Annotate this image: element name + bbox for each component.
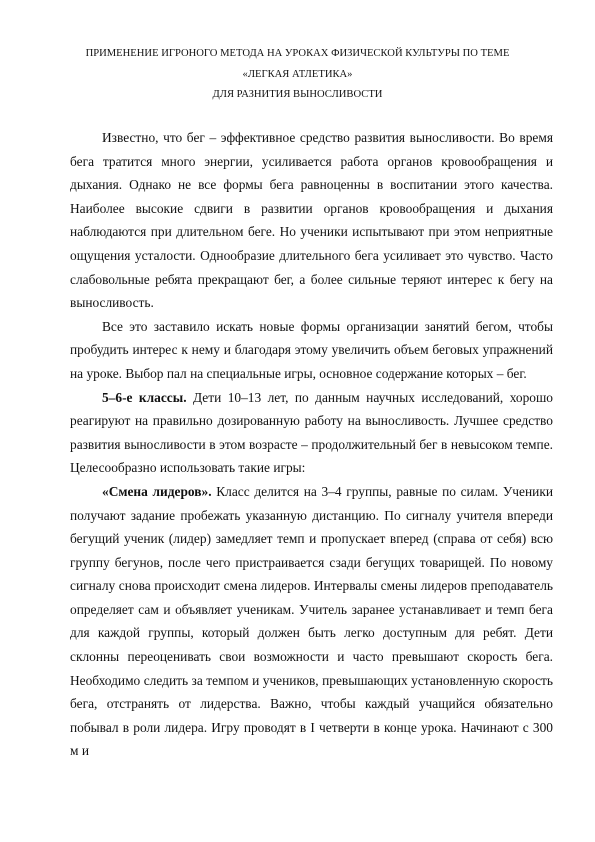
document-title [40, 44, 555, 106]
paragraph-3 [70, 386, 553, 480]
paragraph-4 [70, 480, 553, 763]
title-line-1: ПРИМЕНЕНИЕ ИГРОНОГО МЕТОДА НА УРОКАХ ФИЗИЧЕСКОЙ КУЛЬТУРЫ ПО ТЕМЕ [85, 48, 510, 59]
title-line-2: «ЛЕГКАЯ АТЛЕТИКА» [242, 68, 353, 80]
paragraph-4-text: Класс делится на 3–4 группы, равные по силам. Ученики получают задание пробежать указанную дистанцию. По сигналу учителя впереди бегущий ученик (лидер) замедляет темп и пропускает вперед (справа от себя) всю группу бегунов, после чего пристраивается сзади бегущих товарищей. По новому сигналу снова происходит смена лидеров. Интервалы смены лидеров преподаватель определяет сам и объявляет ученикам. Учитель заранее устанавливает и темп бега для каждой группы, который должен быть легко доступным для ребят. Дети склонны переоценивать свои возможности и часто превышают скорость бега. Необходимо следить за темпом и учеников, превышающих установленную скорость бега, отстранять от лидерства. Важно, чтобы каждый учащийся обязательно побывал в роли лидера. Игру проводят в I четверти в конце урока. Начинают с 300 м и [70, 483, 553, 759]
title-line-3: ДЛЯ РАЗНИТИЯ ВЫНОСЛИВОСТИ [212, 89, 383, 100]
paragraph-3-heading: 5–6-е классы. [102, 389, 187, 405]
paragraph-1: Известно, что бег – эффективное средство развития выносливости. Во время бега тратится много энергии, усиливается работа органов кровообращения и дыхания. Однако не все формы бега равноценны в воспитании этого качества. Наиболее высокие сдвиги в развитии органов кровообращения и дыхания наблюдаются при длительном беге. Но ученики испытывают при этом неприятные ощущения усталости. Однообразие длительного бега усиливает это чувство. Часто слабовольные ребята прекращают бег, а более сильные теряют интерес к бегу на выносливость. [70, 130, 553, 311]
paragraph-3-text: Дети 10–13 лет, по данным научных исследований, хорошо реагируют на правильно дозированную работу на выносливость. Лучшее средство развития выносливости в этом возрасте – продолжительный бег в невысоком темпе. Целесообразно использовать такие игры: [70, 389, 553, 476]
paragraph-4-heading: «Смена лидеров». [102, 483, 212, 499]
document-body [70, 126, 553, 763]
paragraph-2: Все это заставило искать новые формы организации занятий бегом, чтобы пробудить интерес к нему и благодаря этому увеличить объем беговых упражнений на уроке. Выбор пал на специальные игры, основное содержание которых – бег. [70, 318, 553, 381]
